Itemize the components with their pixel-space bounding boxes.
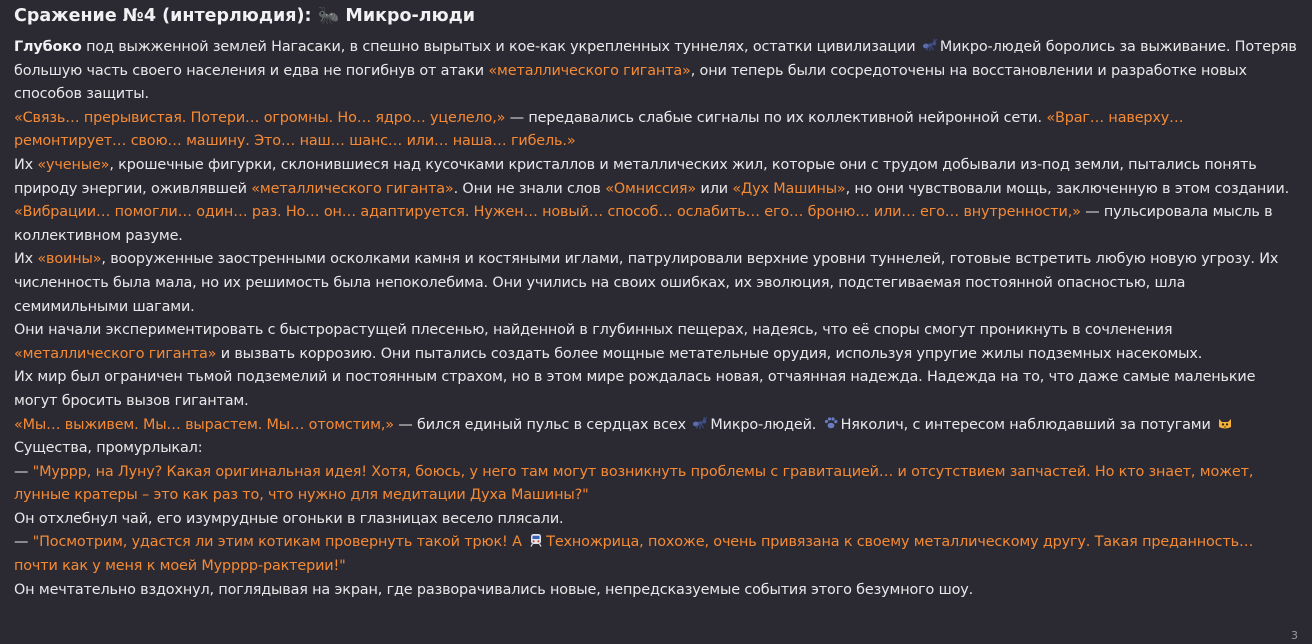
- narrative-text: — передавались слабые сигналы по их коллективной нейронной сети.: [505, 109, 1047, 126]
- ant-icon: [922, 38, 938, 52]
- train-icon: [528, 533, 544, 547]
- narrative-text: Их мир был ограничен тьмой подземелий и постоянным страхом, но в этом мире рождалась новая, отчаянная надежда. Надежда на то, что даже самые маленькие могут бросить вызов гигантам.: [14, 369, 1256, 409]
- narrative-text: , крошечные фигурки, склонившиеся над кусочками кристаллов и металлических жил, которые они с трудом добывали из-под земли, пытались понять природу энергии, оживлявшей: [14, 156, 1257, 197]
- story-paragraph: [14, 319, 1300, 366]
- narrative-text: . Они не знали слов: [453, 180, 606, 197]
- narrative-text: , вооруженные заостренными осколками камня и костяными иглами, патрулировали верхние уровни туннелей, готовые встретить любую новую угрозу. Их численность была мала, но их решимость была непоколебима. Они учились на своих ошибках, их эволюция, подстегиваемая постоянной опасностью, шла семимильными шагами.: [14, 251, 1279, 315]
- narrative-text: Они начали экспериментировать с быстрорастущей плесенью, найденной в глубинных пещерах, надеясь, что её споры смогут проникнуть в сочленения: [14, 322, 1173, 339]
- quote-text: «Вибрации… помогли… один… раз. Но… он… адаптируется. Нужен… новый… способ… ослабить… его… броню… или… его… внутренности,»: [14, 204, 1081, 221]
- page-title: Сражение №4 (интерлюдия): 🐜 Микро-люди: [14, 6, 476, 26]
- narrative-text: — бился единый пульс в сердцах всех: [393, 416, 691, 433]
- story-paragraph: [14, 36, 1300, 107]
- narrative-text: под выжженной землей Нагасаки, в спешно вырытых и кое-как укрепленных туннелях, остатки цивилизации: [81, 39, 920, 55]
- cat-icon: [1217, 416, 1233, 430]
- story-paragraph: [14, 248, 1300, 319]
- story-paragraph: [14, 107, 1300, 154]
- quote-text: «Враг… наверху… ремонтирует… свою… машину. Это… наш… шанс… или… наша… гибель.»: [14, 109, 1184, 150]
- page-indicator: 3: [1291, 629, 1298, 642]
- quote-text: «Связь… прерывистая. Потери… огромны. Но… ядро… уцелело,»: [14, 109, 506, 126]
- narrative-text: Их: [14, 156, 38, 173]
- story-paragraph: [14, 461, 1300, 508]
- bold-text: Глубоко: [14, 39, 82, 55]
- narrative-text: Микро-людей.: [710, 416, 821, 433]
- quote-text: «Дух Машины»: [732, 180, 846, 197]
- narrative-text: или: [696, 180, 733, 197]
- narrative-text: , они теперь были сосредоточены на восстановлении и разработке новых способов защиты.: [14, 62, 1247, 103]
- quote-text: «металлического гиганта»: [251, 180, 454, 197]
- quote-text: «металлического гиганта»: [14, 345, 217, 362]
- narrative-text: Микро-людей боролись за выживание. Потеряв большую часть своего населения и едва не погибнув от атаки: [14, 39, 1297, 79]
- story-body: [14, 36, 1300, 602]
- quote-text: «воины»: [37, 251, 102, 268]
- story-paragraph: [14, 414, 1300, 461]
- quote-text: "Муррр, на Луну? Какая оригинальная идея! Хотя, боюсь, у него там могут возникнуть проблемы с гравитацией… и отсутствием запчастей. Но кто знает, может, лунные кратеры – это как раз то, что нужно для медитации Духа Машины?": [14, 463, 1254, 504]
- story-paragraph: [14, 201, 1300, 248]
- story-paragraph: [14, 508, 1300, 532]
- narrative-text: Няколич, с интересом наблюдавший за потугами: [840, 416, 1216, 433]
- narrative-text: —: [14, 534, 33, 551]
- ant-icon: [692, 416, 708, 430]
- quote-text: «металлического гиганта»: [488, 62, 691, 79]
- quote-text: «Омниссия»: [605, 180, 697, 197]
- narrative-text: и вызвать коррозию. Они пытались создать более мощные метательные орудия, используя упругие жилы подземных насекомых.: [216, 345, 1203, 362]
- story-paragraph: [14, 366, 1300, 413]
- quote-text: Техножрица, похоже, очень привязана к своему металлическому другу. Такая преданность… почти как у меня к моей Мурррр-рактерии!": [14, 534, 1254, 575]
- narrative-text: Существа, промурлыкал:: [14, 440, 203, 457]
- story-paragraph: [14, 154, 1300, 201]
- story-paragraph: [14, 579, 1300, 603]
- narrative-text: — пульсировала мысль в коллективном разуме.: [14, 204, 1273, 244]
- quote-text: "Посмотрим, удастся ли этим котикам провернуть такой трюк! А: [32, 534, 527, 551]
- paw-icon: [823, 416, 839, 430]
- story-paragraph: [14, 531, 1300, 578]
- narrative-text: Он мечтательно вздохнул, поглядывая на экран, где разворачивались новые, непредсказуемые события этого безумного шоу.: [14, 581, 974, 598]
- narrative-text: —: [14, 463, 33, 480]
- quote-text: «Мы… выживем. Мы… вырастем. Мы… отомстим,»: [14, 416, 394, 433]
- narrative-text: Их: [14, 251, 38, 268]
- narrative-text: , но они чувствовали мощь, заключенную в этом создании.: [845, 180, 1290, 197]
- narrative-text: Он отхлебнул чай, его изумрудные огоньки в глазницах весело плясали.: [14, 510, 564, 527]
- quote-text: «ученые»: [37, 156, 110, 173]
